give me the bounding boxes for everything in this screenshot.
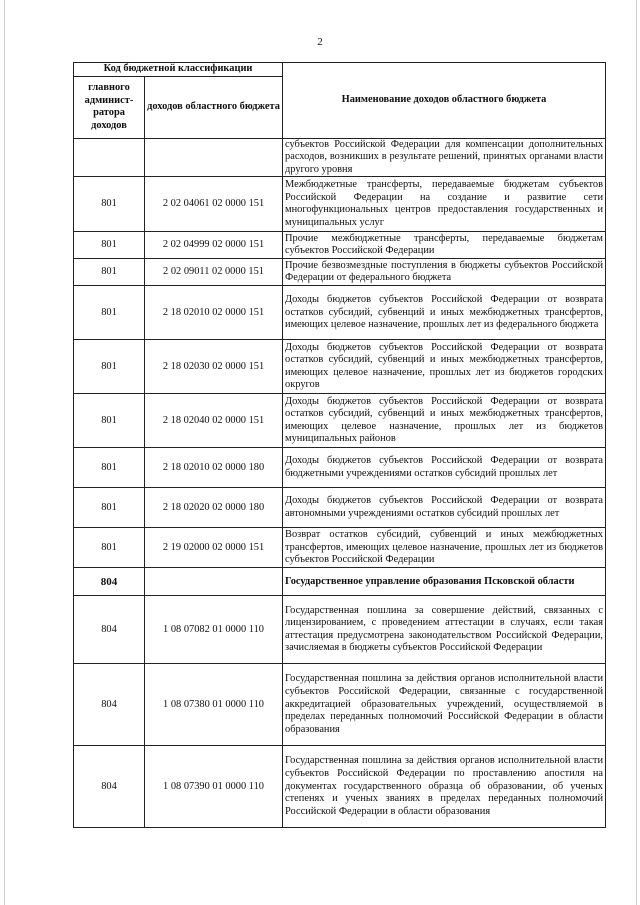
table-row	[74, 664, 606, 746]
income-code-cell: 2 02 09011 02 0000 151	[145, 259, 283, 286]
income-code-cell: 2 18 02010 02 0000 180	[145, 448, 283, 488]
income-name-cell: Государственная пошлина за действия органов исполнительной власти субъектов Российской Федерации, связанные с государственной аккредитацией образовательных учреждений, осуществляемой в пределах переданных полномочий Российской Федерации в области образования	[283, 664, 606, 746]
income-name-cell: Прочие межбюджетные трансферты, передаваемые бюджетам субъектов Российской Федерации	[283, 232, 606, 259]
header-name: Наименование доходов областного бюджета	[283, 63, 606, 139]
admin-code-cell: 801	[74, 340, 145, 394]
admin-code-cell: 801	[74, 488, 145, 528]
table-body	[74, 138, 606, 828]
admin-code-cell: 804	[74, 746, 145, 828]
income-code-cell: 2 18 02040 02 0000 151	[145, 394, 283, 448]
income-name-cell: Прочие безвозмездные поступления в бюджеты субъектов Российской Федерации от федерального бюджета	[283, 259, 606, 286]
income-code-cell: 2 18 02020 02 0000 180	[145, 488, 283, 528]
income-code-cell: 1 08 07082 01 0000 110	[145, 596, 283, 664]
income-name-cell: Государственная пошлина за совершение действий, связанных с лицензированием, с проведением аттестации в случаях, если такая аттестация предусмотрена законодательством Российской Федерации, зачисляемая в бюджеты субъектов Российской Федерации	[283, 596, 606, 664]
income-name-cell: Возврат остатков субсидий, субвенций и иных межбюджетных трансфертов, имеющих целевое назначение, прошлых лет из бюджетов субъектов Российской Федерации	[283, 528, 606, 568]
table-row	[74, 177, 606, 232]
table-row	[74, 138, 606, 177]
table-row	[74, 259, 606, 286]
income-code-cell: 2 19 02000 02 0000 151	[145, 528, 283, 568]
income-name-cell: Доходы бюджетов субъектов Российской Федерации от возврата автономными учреждениями остатков субсидий прошлых лет	[283, 488, 606, 528]
table-row	[74, 528, 606, 568]
admin-code-cell: 801	[74, 259, 145, 286]
income-name-cell: Доходы бюджетов субъектов Российской Федерации от возврата бюджетными учреждениями остатков субсидий прошлых лет	[283, 448, 606, 488]
admin-code-cell: 804	[74, 568, 145, 596]
income-code-cell: 1 08 07380 01 0000 110	[145, 664, 283, 746]
table-row	[74, 286, 606, 340]
income-name-cell: Государственное управление образования Псковской области	[283, 568, 606, 596]
table-row	[74, 568, 606, 596]
scan-edge-line	[636, 0, 637, 905]
income-name-cell: Межбюджетные трансферты, передаваемые бюджетам субъектов Российской Федерации на создание и развитие сети многофункциональных центров предоставления государственных и муниципальных услуг	[283, 177, 606, 232]
table-row	[74, 340, 606, 394]
budget-classification-table	[73, 62, 606, 828]
header-code-group: Код бюджетной классификации	[74, 63, 283, 77]
admin-code-cell: 801	[74, 528, 145, 568]
income-name-cell: Доходы бюджетов субъектов Российской Федерации от возврата остатков субсидий, субвенций и иных межбюджетных трансфертов, имеющих целевое назначение, прошлых лет из бюджетов городских округов	[283, 340, 606, 394]
scan-edge-line	[4, 0, 5, 905]
admin-code-cell: 801	[74, 177, 145, 232]
income-name-cell: Доходы бюджетов субъектов Российской Федерации от возврата остатков субсидий, субвенций и иных межбюджетных трансфертов, имеющих целевое назначение, прошлых лет из бюджетов муниципальных районов	[283, 394, 606, 448]
income-code-cell	[145, 138, 283, 177]
page-number: 2	[317, 36, 323, 48]
admin-code-cell: 801	[74, 286, 145, 340]
admin-code-cell: 801	[74, 394, 145, 448]
income-code-cell: 2 02 04061 02 0000 151	[145, 177, 283, 232]
admin-code-cell: 801	[74, 232, 145, 259]
table-row	[74, 746, 606, 828]
admin-code-cell: 804	[74, 664, 145, 746]
income-code-cell: 2 02 04999 02 0000 151	[145, 232, 283, 259]
table-row	[74, 488, 606, 528]
income-name-cell: Доходы бюджетов субъектов Российской Федерации от возврата остатков субсидий, субвенций и иных межбюджетных трансфертов, имеющих целевое назначение, прошлых лет из федерального бюджета	[283, 286, 606, 340]
header-admin: главного админист-ратора доходов	[74, 76, 145, 138]
table-row	[74, 232, 606, 259]
income-name-cell: субъектов Российской Федерации для компенсации дополнительных расходов, возникших в результате решений, принятых органами власти другого уровня	[283, 138, 606, 177]
admin-code-cell: 801	[74, 448, 145, 488]
income-code-cell	[145, 568, 283, 596]
table-row	[74, 394, 606, 448]
income-name-cell: Государственная пошлина за действия органов исполнительной власти субъектов Российской Федерации по проставлению апостиля на документах государственного образца об образовании, об ученых степенях и ученых званиях в пределах переданных полномочий Российской Федерации в области образования	[283, 746, 606, 828]
income-code-cell: 2 18 02030 02 0000 151	[145, 340, 283, 394]
income-code-cell: 1 08 07390 01 0000 110	[145, 746, 283, 828]
admin-code-cell: 804	[74, 596, 145, 664]
header-income-code: доходов областного бюджета	[145, 76, 283, 138]
table-row	[74, 596, 606, 664]
table-row	[74, 448, 606, 488]
income-code-cell: 2 18 02010 02 0000 151	[145, 286, 283, 340]
admin-code-cell	[74, 138, 145, 177]
